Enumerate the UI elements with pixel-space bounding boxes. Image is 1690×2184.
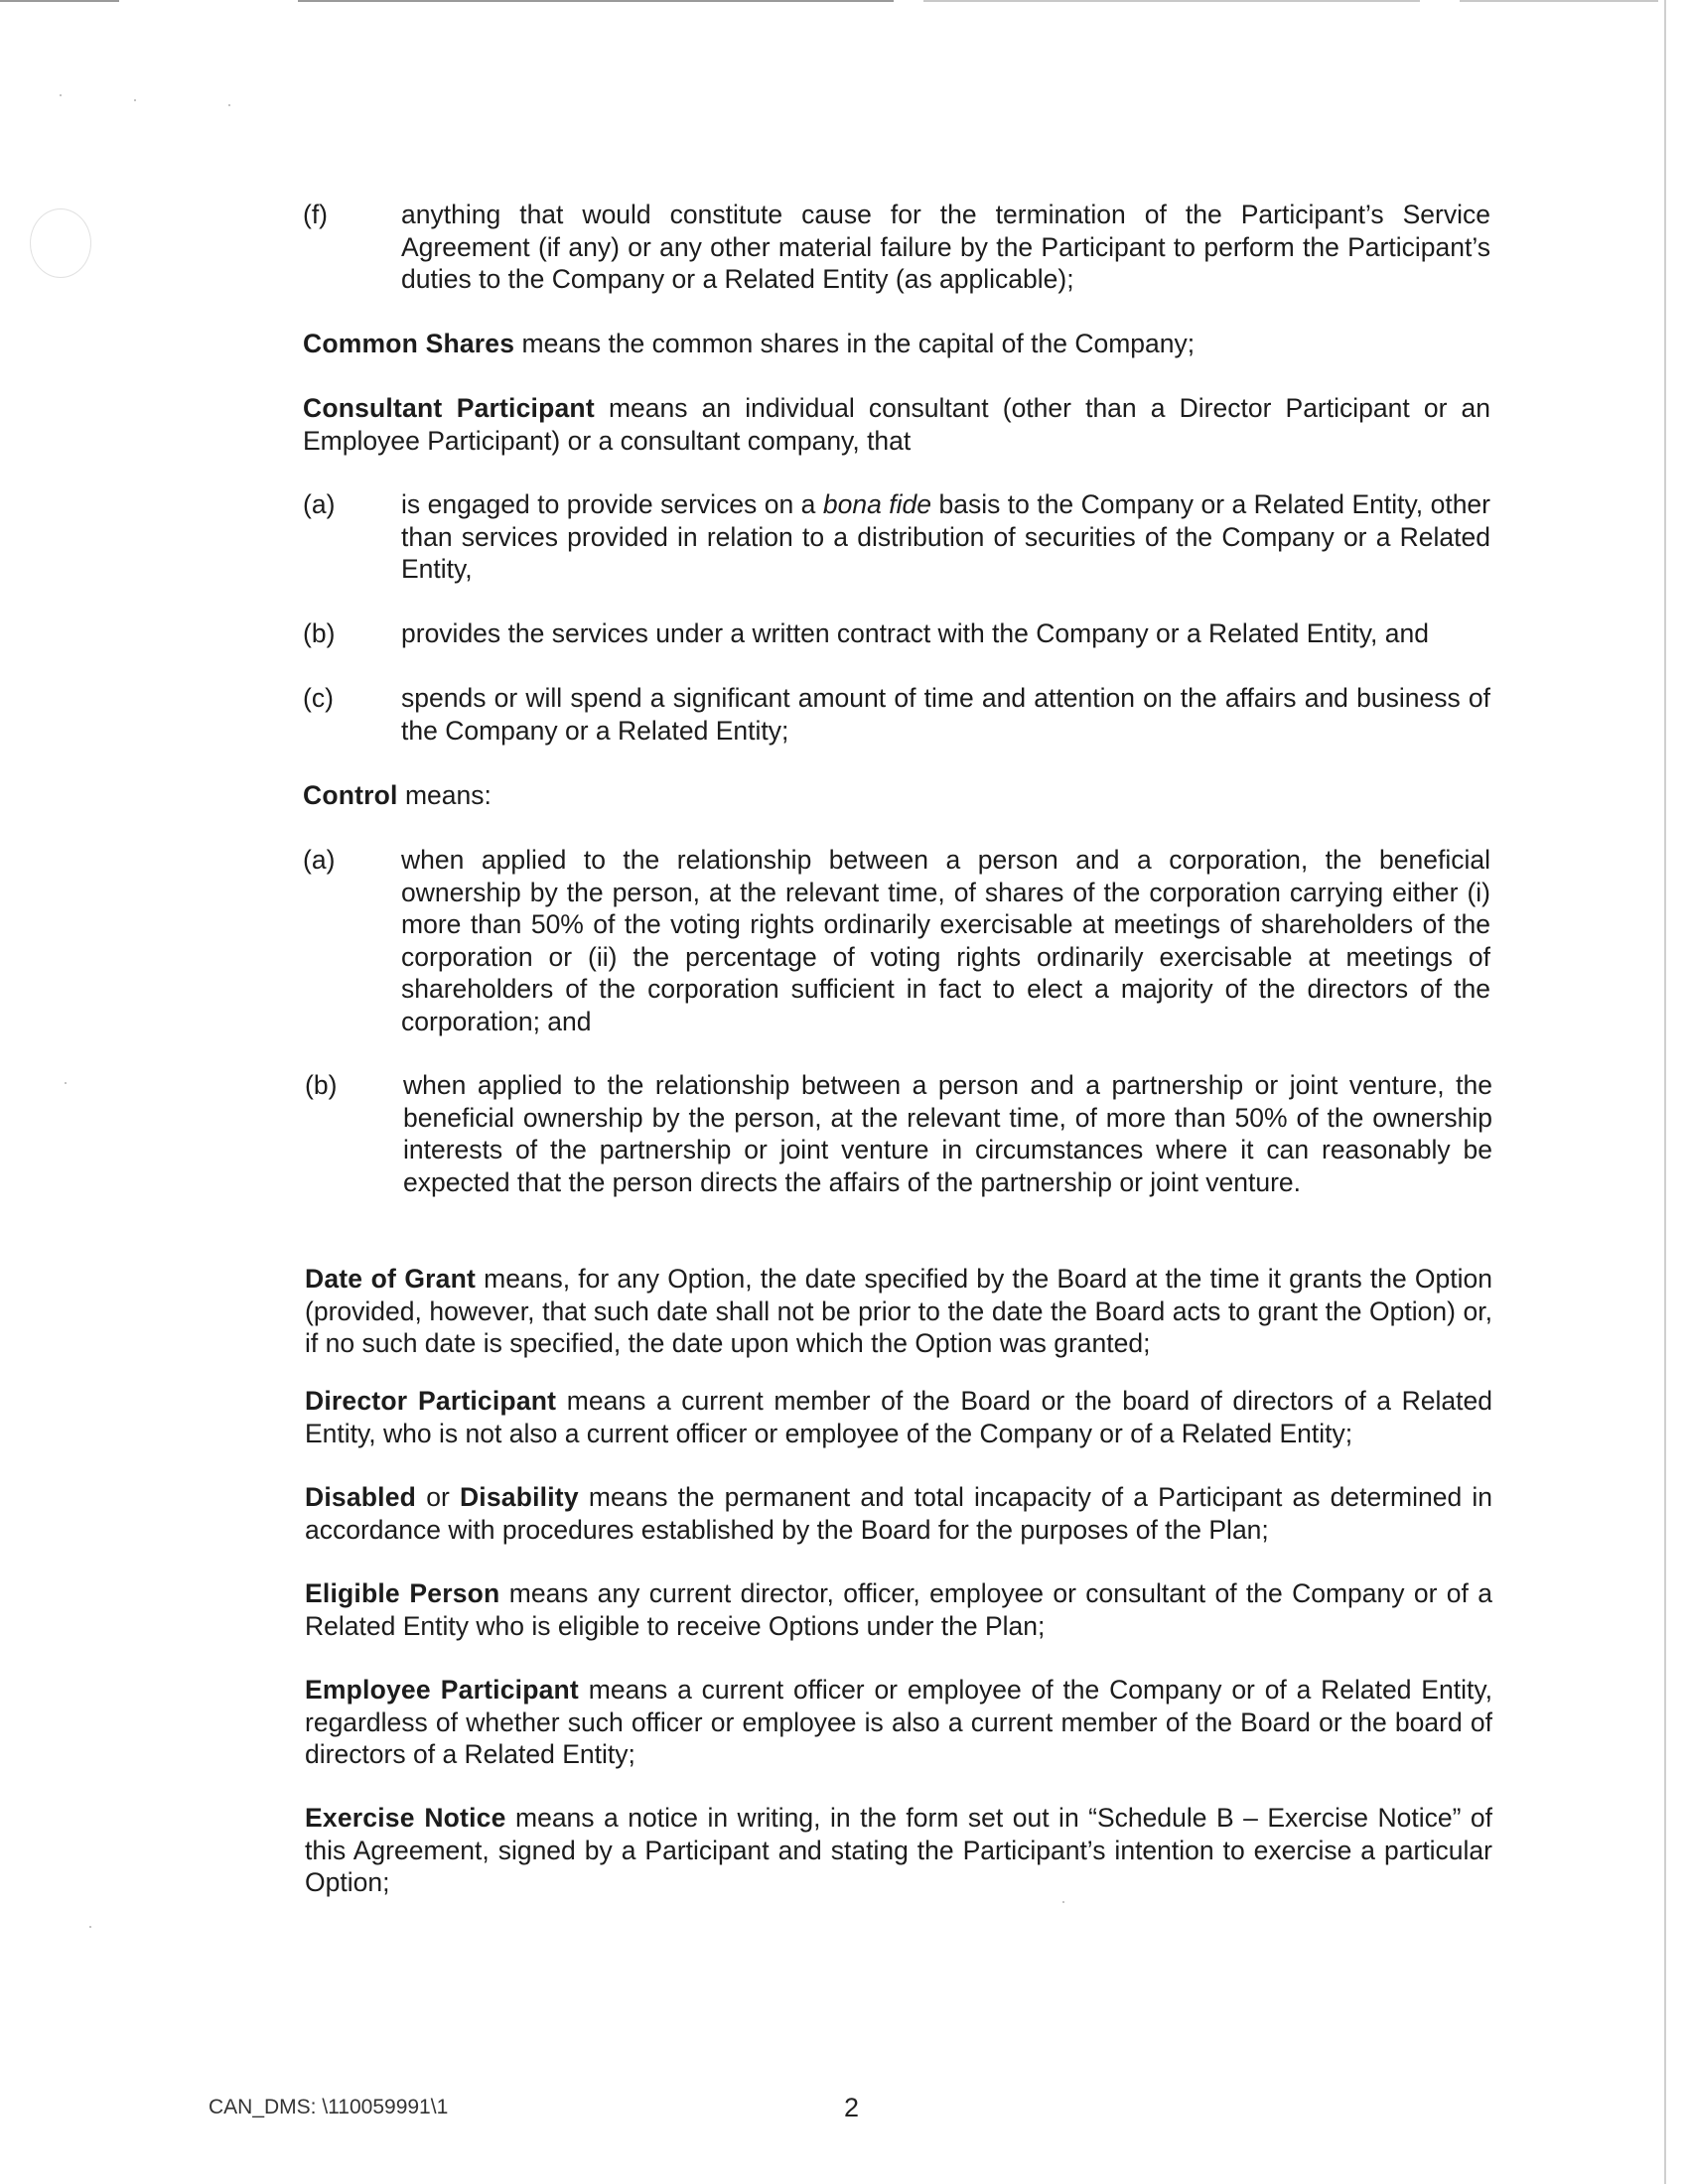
definition-text: means the common shares in the capital of the Company; [514,329,1196,358]
definition-text: means a current officer or employee of the Company or of a Related Entity, regardless of whether such officer or employee is also a current member of the Board or the board of directors of a Related Entity; [305,1675,1492,1769]
defined-term: Director Participant [305,1386,557,1416]
list-text: when applied to the relationship between a person and a partnership or joint venture, the beneficial ownership by the person, at the relevant time, of more than 50% of the ownership interests of the partnership or joint venture in circumstances where it can reasonably be expected that the person directs the affairs of the partnership or joint venture. [403,1070,1492,1197]
list-label: (f) [303,200,329,229]
defined-term: Employee Participant [305,1675,579,1705]
definition-exercise-notice [305,1802,1492,1899]
definition-eligible-person [305,1577,1492,1642]
definition-director-participant [305,1385,1492,1449]
definition-text: means, for any Option, the date specified by the Board at the time it grants the Option (provided, however, that such date shall not be prior to the date the Board acts to grant the Option) or, if no such date is specified, the date upon which the Option was granted; [305,1264,1492,1358]
definition-control [303,779,1490,812]
list-label: (b) [303,618,336,648]
list-text [401,488,1490,586]
definition-text: means a current member of the Board or the board of directors of a Related Entity, who is not also a current officer or employee of the Company or of a Related Entity; [305,1386,1492,1448]
definition-text: means an individual consultant (other than a Director Participant or an Employee Participant) or a consultant company, that [303,393,1490,456]
defined-term: Disability [459,1482,579,1512]
definition-text: means the permanent and total incapacity of a Participant as determined in accordance with procedures established by the Board for the purposes of the Plan; [305,1482,1493,1545]
defined-term: Eligible Person [305,1578,500,1608]
list-label: (a) [303,845,336,875]
definition-text: means any current director, officer, employee or consultant of the Company or of a Related Entity who is eligible to receive Options under the Plan; [305,1578,1492,1641]
defined-term: Control [303,780,398,810]
definition-consultant-participant [303,392,1490,457]
page-number: 2 [844,2093,860,2122]
definition-disability [305,1481,1492,1546]
definition-connector: or [416,1482,460,1512]
list-label: (c) [303,683,334,713]
document-id: CAN_DMS: \110059991\1 [209,2096,449,2118]
list-text-part: is engaged to provide services on a [401,489,823,519]
definition-common-shares [303,328,1490,360]
defined-term: Date of Grant [305,1264,477,1294]
list-text: when applied to the relationship between a person and a corporation, the beneficial ownership by the person, at the relevant time, of shares of the corporation carrying either (i) more than 50% of the voting rights ordinarily exercisable at meetings of shareholders of the corporation or (ii) the percentage of voting rights ordinarily exercisable at meetings of shareholders of the corporation sufficient in fact to elect a majority of the directors of the corporation; and [401,845,1490,1036]
list-label: (b) [305,1070,338,1100]
list-text-italic: bona fide [822,489,932,519]
defined-term: Common Shares [303,329,515,358]
definition-text: means a notice in writing, in the form set out in “Schedule B – Exercise Notice” of this Agreement, signed by a Participant and stating the Participant’s intention to exercise a particular Option; [305,1803,1492,1897]
defined-term: Exercise Notice [305,1803,506,1833]
defined-term: Consultant Participant [303,393,595,423]
list-text: spends or will spend a significant amount of time and attention on the affairs and business of the Company or a Related Entity; [401,683,1490,746]
list-label: (a) [303,489,336,519]
defined-term: Disabled [305,1482,417,1512]
definition-text: means: [397,780,492,810]
list-text: anything that would constitute cause for the termination of the Participant’s Service Agreement (if any) or any other material failure by the Participant to perform the Participant’s duties to the Company or a Related Entity (as applicable); [401,200,1490,294]
list-text: provides the services under a written contract with the Company or a Related Entity, and [401,618,1430,648]
definition-date-of-grant [305,1263,1492,1360]
definition-employee-participant [305,1674,1492,1771]
list-text-part: basis to the Company or a Related Entity, other than services provided in relation to a distribution of securities of the Company or a Related Entity, [401,489,1490,584]
